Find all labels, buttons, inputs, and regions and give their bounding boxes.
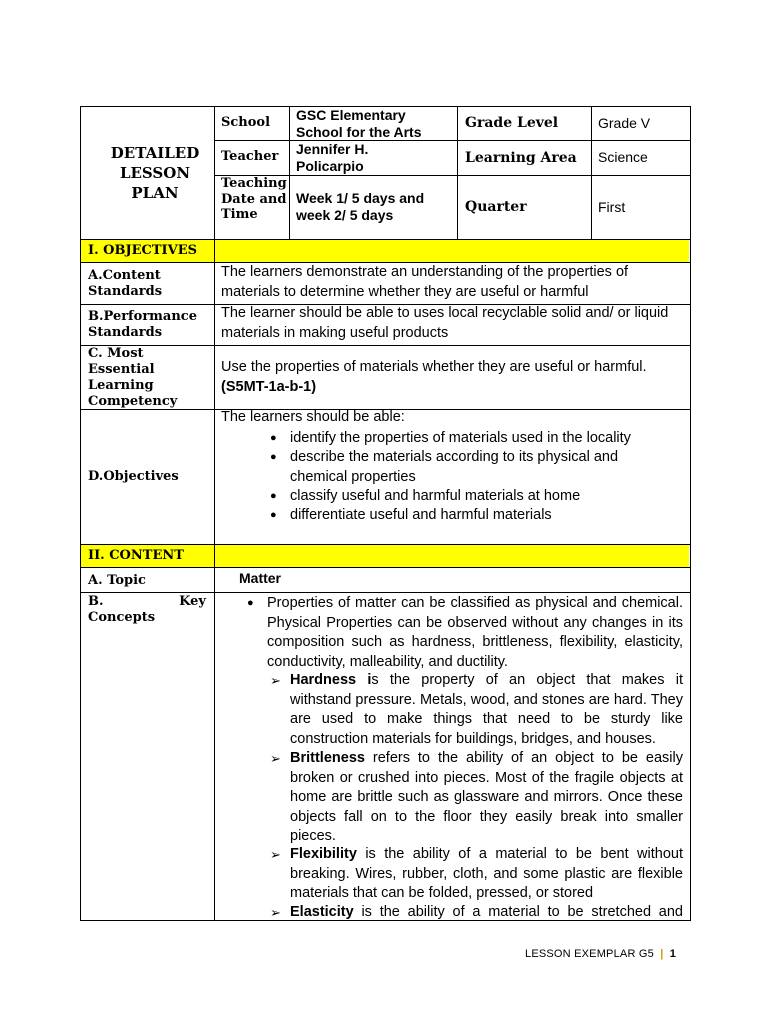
learning-area-value: Science [598,149,648,165]
topic-label: A. Topic [88,573,146,588]
melc-text: Use the properties of materials whether they are useful or harmful. [221,359,647,375]
concept-item [290,903,683,920]
teacher-label: Teacher [221,149,279,164]
page-number: 1 [669,948,677,960]
footer-separator: | [660,948,664,960]
arrow-bullet-icon: ➢ [270,847,281,862]
topic-value: Matter [239,570,282,586]
bullet-icon: ● [270,432,277,444]
arrow-bullet-icon: ➢ [270,751,281,766]
teacher-value: Jennifer H. Policarpio [296,141,369,174]
objective-item: classify useful and harmful materials at home [290,488,581,504]
objectives-intro: The learners should be able: [221,409,405,425]
table-border [80,239,690,240]
concept-term: Hardness i [290,672,372,688]
table-border [80,544,690,545]
table-border [80,592,690,593]
bullet-icon: ● [270,509,277,521]
teaching-date-value: Week 1/ 5 days and week 2/ 5 days [296,190,425,223]
table-border [591,106,592,239]
bullet-icon: ● [247,597,254,609]
document-title: DETAILED LESSON PLAN [110,144,200,202]
table-border [214,106,215,921]
learning-area-label: Learning Area [465,150,577,166]
concept-item [290,749,683,847]
objective-item: describe the materials according to its physical and chemical properties [290,449,619,485]
page-footer [525,948,676,960]
melc-code: (S5MT-1a-b-1) [221,379,317,395]
school-label: School [221,115,271,130]
school-value: GSC Elementary School for the Arts [296,107,422,140]
table-border [80,106,81,921]
bullet-icon: ● [270,490,277,502]
bullet-icon: ● [270,451,277,463]
objective-item: identify the properties of materials used in the locality [290,430,631,446]
objectives-label: D.Objectives [88,469,179,484]
concept-text: is the ability of a material to be bent without breaking. Wires, rubber, cloth, and some plastic are flexible materials that can be folded, pressed, or stored [290,846,683,901]
table-border [80,567,690,568]
key-concepts-intro: Properties of matter can be classified as physical and chemical. Physical Properties can be observed without any changes in its composition such as hardness, brittleness, flexibility, elasticity, conductivity, malleability, and ductility. [267,595,683,670]
melc-label: C. Most Essential Learning Competency [88,346,178,409]
key-concepts-label-text: B. Key Concepts [88,594,206,625]
objective-item: differentiate useful and harmful materials [290,507,552,523]
key-concepts-label [88,594,206,626]
grade-level-label: Grade Level [465,115,559,131]
content-standards-label: A.Content Standards [88,268,163,299]
concept-item [290,671,683,749]
arrow-bullet-icon: ➢ [270,673,281,688]
footer-label: LESSON EXEMPLAR G5 [525,948,654,960]
table-border [289,106,290,239]
objectives-heading: I. OBJECTIVES [88,243,197,258]
grade-level-value: Grade V [598,115,651,131]
concept-text: s the property of an object that makes it withstand pressure. Metals, wood, and stones are hard. They are used to make things that need to be sturdy like construction materials for buildings, bridges, and houses. [290,672,683,747]
quarter-value: First [598,199,626,215]
concept-term: Elasticity [290,904,354,920]
quarter-label: Quarter [465,199,527,215]
performance-standards-label: B.Performance Standards [88,309,197,340]
table-border [80,920,690,921]
concept-item [290,845,683,904]
concept-text: is the ability of a material to be stretched and [353,904,683,920]
teaching-date-label: Teaching Date and Time [221,176,287,222]
performance-standards-text: The learner should be able to uses local recyclable solid and/ or liquid materials in making useful products [221,305,669,341]
concept-term: Brittleness [290,750,365,766]
content-standards-text: The learners demonstrate an understanding of the properties of materials to determine whether they are useful or harmful [221,264,629,300]
arrow-bullet-icon: ➢ [270,905,281,920]
table-border [690,106,691,921]
concept-text: refers to the ability of an object to be easily broken or crushed into pieces. Most of the fragile objects at home are brittle such as glassware and mirrors. Once these objects fall on to the floor they easily break into smaller pieces. [290,750,683,844]
content-heading: II. CONTENT [88,548,184,563]
concept-term: Flexibility [290,846,357,862]
table-border [457,106,458,239]
